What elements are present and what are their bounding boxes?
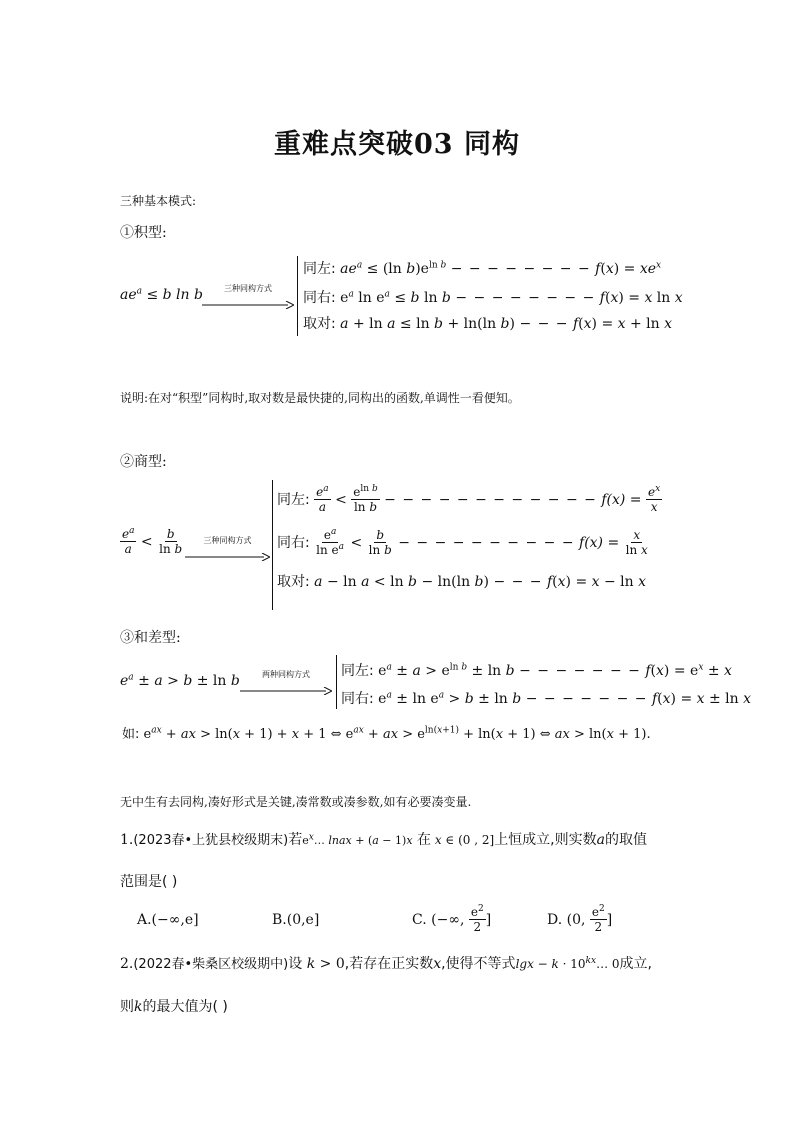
problem-1-option-c[interactable]: C. (−∞, $\frac{e^2}{2}$ ] — [412, 904, 492, 935]
guidance-text: 无中生有去同构,凑好形式是关键,凑常数或凑参数,如有必要凑变量. — [120, 795, 472, 809]
problem-1-option-b[interactable]: B.(0,e] — [272, 912, 320, 928]
left-brace — [297, 256, 298, 336]
arrow-label: 三种同构方式 — [224, 284, 272, 293]
product-row-same-right: 同右: $e^a$ $\ln e^a \le b$ ln b − − − − − − − − f(x) = x ln x — [303, 289, 683, 306]
quotient-row-log: 取对: a − ln a < ln b − ln(ln b) − − − f(x) = x − ln x — [277, 574, 647, 590]
arrow-label: 两种同构方式 — [262, 670, 310, 679]
arrow-icon — [202, 301, 294, 309]
problem-1-line2: 范围是( ) — [120, 874, 178, 890]
page-title: 重难点突破03 同构 — [274, 129, 520, 160]
sumdiff-arrow — [240, 669, 332, 699]
arrow-icon — [240, 687, 332, 695]
quotient-row-same-right: 同右: $\frac{e^a}{\ln e^a}$ < $\frac{b}{\text{ln b}}$ − − − − − − − − − − f(x) = $\frac{x}{\text{ln x}}$ — [277, 527, 648, 558]
product-arrow — [202, 283, 294, 313]
left-brace — [336, 655, 337, 709]
arrow-label: 三种同构方式 — [203, 536, 252, 545]
intro-text: 三种基本模式: — [120, 194, 197, 208]
section-heading-quotient: ②商型: — [120, 454, 167, 470]
problem-1: 1.(2023春•上犹县校级期末)若$e^x\dots$ lnax + (a − 1)x 在 x ∈ (0 , 2]上恒成立,则实数a的取值 — [120, 832, 647, 848]
section-heading-product: ①积型: — [120, 225, 167, 241]
product-lhs: $ae^a \le b$ ln b — [120, 286, 203, 303]
problem-1-option-d[interactable]: D. (0, $\frac{e^2}{2}$ ] — [547, 904, 613, 935]
problem-2-line2: 则k的最大值为( ) — [120, 999, 228, 1015]
section-heading-sumdiff: ③和差型: — [120, 630, 181, 646]
sumdiff-row-same-left: 同左: $e^a \pm a > e^{ln b} \pm \ln b$ − − − − − − − $f(x) = e^x \pm x$ — [341, 662, 732, 679]
quotient-lhs: $\frac{e^a}{a}$ < $\frac{b}{\text{ln b}}$ — [122, 526, 183, 557]
sumdiff-row-same-right: 同右: $e^a \pm \ln e^a > b \pm \ln b$ − − − − − − − f(x) = x ± ln x — [341, 690, 752, 707]
product-row-log: 取对: a + ln a ≤ ln b + ln(ln b) − − − f(x) = x + ln x — [303, 316, 673, 332]
arrow-icon — [185, 553, 270, 561]
product-row-same-left: 同左: $ae^a \le (\ln$ $b)e^{ln b}$ − − − − − − − − $f(x) = xe^x$ — [303, 260, 662, 277]
problem-1-option-a[interactable]: A.(−∞,e] — [137, 912, 199, 928]
problem-2: 2.(2022春•柴桑区校级期中)设 k > 0,若存在正实数x,使得不等式$\lg x - k \cdot 10^{kx}\dots$ 0成立, — [120, 956, 652, 972]
product-note: 说明:在对“积型”同构时,取对数是最快捷的,同构出的函数,单调性一看便知。 — [120, 391, 520, 405]
sumdiff-lhs: $e^a \pm a > b \pm \ln b$ — [120, 672, 240, 689]
quotient-row-same-left: 同左: $\frac{e^a}{a}$ < $\frac{e^{ln b}}{\text{ln b}}$ − − − − − − − − − − − − f(x) = $\frac{e^x}{x}$ — [277, 484, 661, 515]
sumdiff-example: 如: $e^{ax}$ + ax > ln(x + 1) + x + 1 ⇔ $e^{ax}$ + ax > $e^{ln(x+1)} + \ln(x + 1)$ ⇔ ax > ln(x + 1). — [122, 725, 651, 742]
quotient-arrow — [185, 535, 270, 565]
left-brace — [272, 480, 273, 610]
